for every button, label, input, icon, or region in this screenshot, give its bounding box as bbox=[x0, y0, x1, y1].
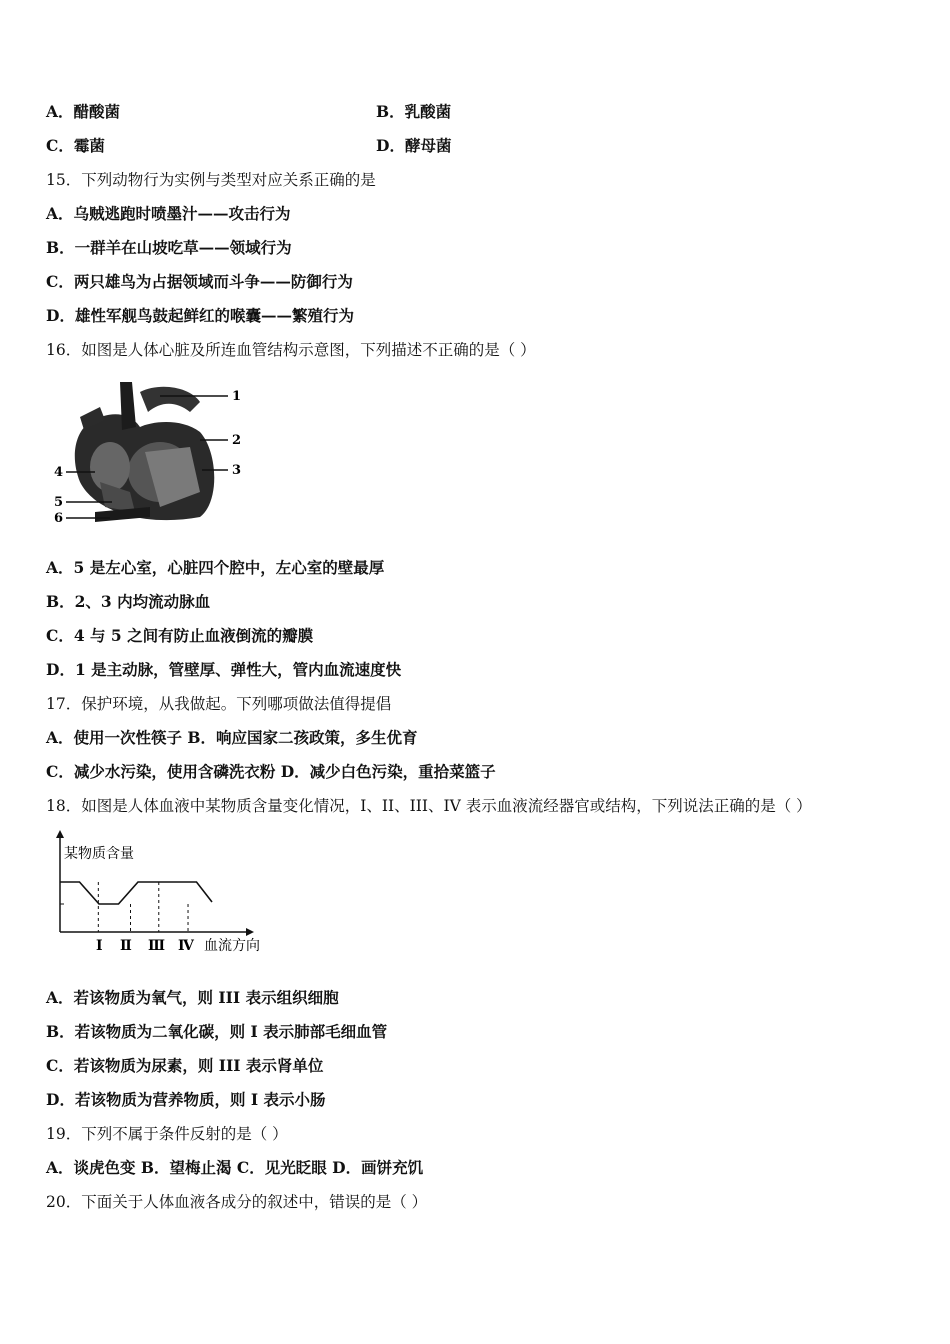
q15-stem: 15．下列动物行为实例与类型对应关系正确的是 bbox=[46, 171, 376, 189]
q15-option-b: B．一群羊在山坡吃草——领域行为 bbox=[46, 238, 292, 257]
q17-options-ab: A．使用一次性筷子 B．响应国家二孩政策，多生优育 bbox=[46, 728, 418, 747]
q18-option-b: B．若该物质为二氧化碳，则 I 表示肺部毛细血管 bbox=[46, 1022, 388, 1041]
q18-stem: 18．如图是人体血液中某物质含量变化情况，I、II、III、IV 表示血液流经器官或结构，下列说法正确的是（ ） bbox=[46, 797, 812, 815]
q18-option-d: D．若该物质为营养物质，则 I 表示小肠 bbox=[46, 1090, 326, 1109]
q14-option-c: C．霉菌 bbox=[46, 136, 105, 155]
q18-option-c: C．若该物质为尿素，则 III 表示肾单位 bbox=[46, 1056, 324, 1075]
q14-option-b: B．乳酸菌 bbox=[376, 102, 452, 121]
q19-stem: 19．下列不属于条件反射的是（ ） bbox=[46, 1125, 288, 1143]
chart-category-label: Ⅲ bbox=[148, 938, 166, 954]
q15-option-c: C．两只雄鸟为占据领域而斗争——防御行为 bbox=[46, 272, 353, 291]
q16-option-b: B．2、3 内均流动脉血 bbox=[46, 592, 211, 611]
q16-option-d: D．1 是主动脉，管壁厚、弹性大，管内血流速度快 bbox=[46, 660, 402, 679]
chart-category-label: Ⅱ bbox=[120, 938, 132, 954]
q15-option-d: D．雄性军舰鸟鼓起鲜红的喉囊——繁殖行为 bbox=[46, 306, 354, 325]
q18-line-chart bbox=[50, 828, 280, 958]
q20-stem: 20．下面关于人体血液各成分的叙述中，错误的是（ ） bbox=[46, 1193, 428, 1211]
chart-category-label: Ⅰ bbox=[96, 938, 103, 954]
heart-label-3: 3 bbox=[232, 463, 242, 478]
q19-options: A．谈虎色变 B．望梅止渴 C．见光眨眼 D．画饼充饥 bbox=[46, 1158, 424, 1177]
q14-option-d: D．酵母菌 bbox=[376, 136, 452, 155]
chart-category-label: Ⅳ bbox=[178, 938, 194, 954]
chart-series-line bbox=[60, 882, 212, 904]
heart-label-6: 6 bbox=[54, 511, 64, 526]
heart-diagram bbox=[50, 372, 250, 532]
heart-label-4: 4 bbox=[54, 465, 64, 480]
q17-options-cd: C．减少水污染，使用含磷洗衣粉 D．减少白色污染，重拾菜篮子 bbox=[46, 762, 496, 781]
heart-label-1: 1 bbox=[232, 389, 242, 404]
chart-ylabel: 某物质含量 bbox=[64, 846, 134, 862]
q16-stem: 16．如图是人体心脏及所连血管结构示意图，下列描述不正确的是（ ） bbox=[46, 341, 536, 359]
heart-label-2: 2 bbox=[232, 433, 242, 448]
q14-option-a: A．醋酸菌 bbox=[46, 102, 121, 121]
heart-label-5: 5 bbox=[54, 495, 64, 510]
chart-xlabel: 血流方向 bbox=[204, 938, 260, 954]
q17-stem: 17．保护环境，从我做起。下列哪项做法值得提倡 bbox=[46, 695, 392, 713]
q16-option-a: A．5 是左心室，心脏四个腔中，左心室的壁最厚 bbox=[46, 558, 385, 577]
q15-option-a: A．乌贼逃跑时喷墨汁——攻击行为 bbox=[46, 204, 291, 223]
q18-option-a: A．若该物质为氧气，则 III 表示组织细胞 bbox=[46, 988, 339, 1007]
q16-option-c: C．4 与 5 之间有防止血液倒流的瓣膜 bbox=[46, 626, 314, 645]
